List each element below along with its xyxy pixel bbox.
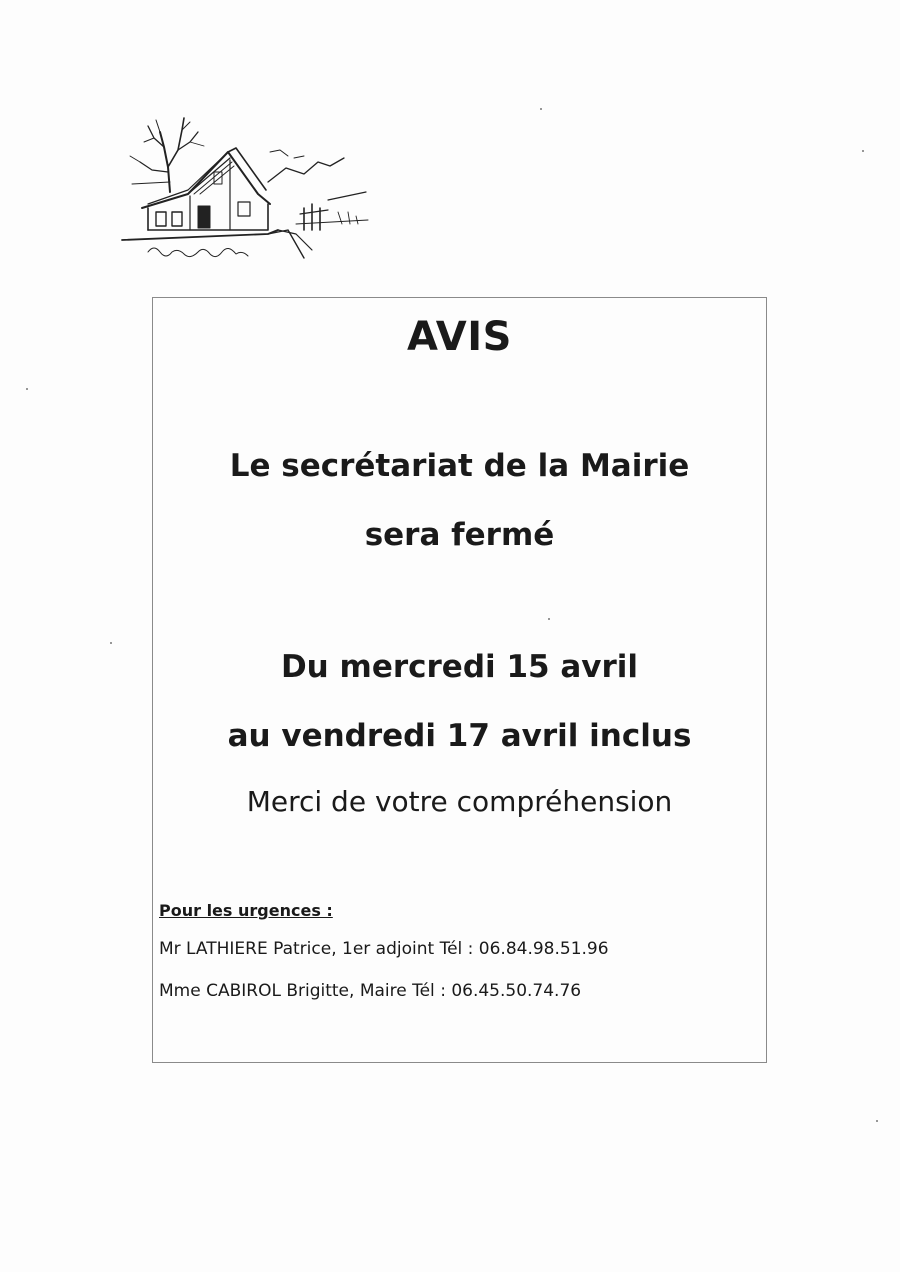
scan-speck (862, 150, 864, 152)
notice-title: AVIS (407, 314, 512, 360)
notice-line-start-date: Du mercredi 15 avril (280, 649, 639, 685)
village-house-logo (118, 112, 370, 262)
notice-box (152, 297, 767, 1063)
notice-thanks: Merci de votre compréhension (246, 785, 673, 818)
scan-speck (540, 108, 542, 110)
contact-line-maire: Mme CABIROL Brigitte, Maire Tél : 06.45.50.74.76 (159, 981, 582, 1001)
contact-line-adjoint: Mr LATHIERE Patrice, 1er adjoint Tél : 06.84.98.51.96 (159, 939, 609, 959)
scan-speck (26, 388, 28, 390)
notice-line-closed: sera fermé (364, 517, 555, 553)
scan-speck (110, 642, 112, 644)
scan-speck (548, 618, 550, 620)
notice-line-secretariat: Le secrétariat de la Mairie (229, 448, 690, 484)
scan-speck (876, 1120, 878, 1122)
notice-line-end-date: au vendredi 17 avril inclus (227, 718, 692, 754)
urgences-heading: Pour les urgences : (159, 901, 333, 920)
